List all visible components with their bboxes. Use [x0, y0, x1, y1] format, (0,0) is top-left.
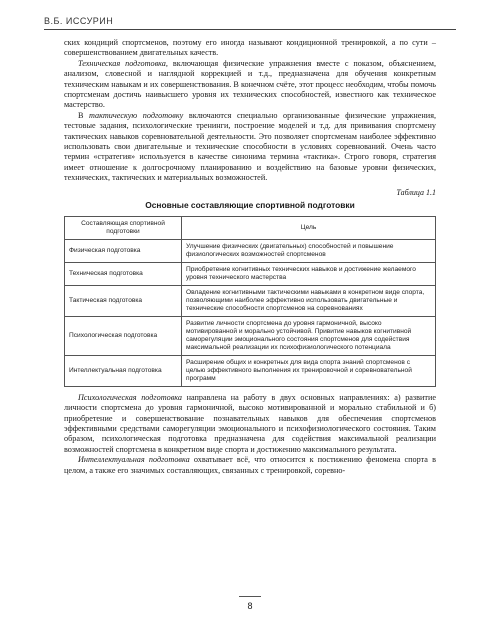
table-row: [65, 239, 436, 262]
table-row: [65, 262, 436, 285]
term-psychological: Психологическая подготовка: [78, 392, 182, 402]
paragraph-intellectual: [64, 455, 436, 476]
cell-component: Тактическая подготовка: [65, 285, 182, 316]
cell-goal: Овладение когнитивными тактическими навыками в конкретном виде спорта, позволяющими наиболее эффективно использовать двигательные и технические способности спортсменов на соревнованиях: [182, 285, 436, 316]
paragraph-1: ских кондиций спортсменов, поэтому его иногда называют кондиционной тренировкой, а по сути – совершенствованием двигательных качеств.: [64, 38, 436, 58]
cell-goal: Улучшение физических (двигательных) способностей и повышение физиологических возможностей спортсменов: [182, 239, 436, 262]
table-header-row: [65, 216, 436, 239]
table-row: [65, 285, 436, 316]
term-intellectual: Интеллектуальная подготовка: [78, 455, 190, 465]
cell-component: Интеллектуальная подготовка: [65, 355, 182, 386]
training-components-table: [64, 216, 436, 387]
table-caption: Таблица 1.1: [396, 187, 436, 197]
paragraph-psychological: [64, 393, 436, 455]
page-number: 8: [247, 601, 253, 611]
header-component: Составляющая спортивной подготовки: [65, 216, 182, 239]
cell-goal: Расширение общих и конкретных для вида спорта знаний спортсменов с целью эффективного выполнения их тренировочной и соревновательной программ: [182, 355, 436, 386]
page-number-rule: [239, 596, 261, 597]
cell-component: Психологическая подготовка: [65, 316, 182, 355]
paragraph-tactical-start: В: [78, 110, 90, 120]
paragraph-tactical: [64, 111, 436, 184]
header-goal: Цель: [182, 216, 436, 239]
paragraph-tactical-text: включаются специально организованные физические упражнения, тестовые задания, психологические тренинги, построение моделей и т.д. для прививания спортсмену тактических навыков соревновательной деятельности. Это позволяет спортсменам наиболее эффективно использовать свои двигательные и технические способности в условиях соревнований. Очень часто термин «стратегия» используется в качестве синонима термина «тактика». Строго говоря, стратегия имеет отношение к долгосрочному планированию и воздействию на базовые уровни физических, технических, тактических и материальных возможностей.: [64, 110, 437, 183]
cell-component: Физическая подготовка: [65, 239, 182, 262]
paragraph-psychological-text: направлена на работу в двух основных направлениях: а) развитие личности спортсмена до уровня гармоничной, высоко мотивированной и морально стабильной и б) приобретение и совершенствование познавательных навыков для обеспечения спортсменов эффективными средствами саморегуляции эмоционального и психофизиологического состояния. Таким образом, психологическая подготовка предназначена для содействия максимальной реализации возможностей спортсмена в конкретном виде спорта и достижению максимального результата.: [64, 392, 436, 454]
table-title: Основные составляющие спортивной подготовки: [145, 199, 355, 210]
page-footer: [0, 596, 500, 611]
body-after-table: [64, 393, 436, 476]
paragraph-intellectual-text: охватывает всё, что относится к постижению феномена спорта в целом, а также его значимых составляющих, связанных с тренировкой, соревно-: [64, 455, 436, 475]
header-author: В.Б. ИССУРИН: [44, 16, 114, 26]
term-technical: Техническая подготовка: [78, 58, 166, 68]
header-rule: [44, 29, 456, 30]
cell-goal: Приобретение когнитивных технических навыков и достижение желаемого уровня технического мастерства: [182, 262, 436, 285]
cell-component: Техническая подготовка: [65, 262, 182, 285]
page-content: [64, 38, 436, 476]
table-row: [65, 316, 436, 355]
paragraph-technical: [64, 59, 436, 111]
table-row: [65, 355, 436, 386]
cell-goal: Развитие личности спортсмена до уровня гармоничной, высоко мотивированной и морально устойчивой. Привитие навыков когнитивной саморегуляции эмоционального состояния спортсменов для содействия максимальной реализации их психофизиологического потенциала: [182, 316, 436, 355]
term-tactical: тактическую подготовку: [89, 110, 184, 120]
running-header: [44, 10, 456, 32]
paragraph-technical-text: , включающая физические упражнения вместе с показом, объяснением, анализом, словесной и наглядной коррекцией и т.д., предназначена для обучения конкретным техническим навыкам и их совершенствования. В конечном счёте, этот процесс необходим, чтобы помочь спортсменам достичь наивысшего уровня их технических способностей, известного как техническое мастерство.: [64, 58, 437, 110]
